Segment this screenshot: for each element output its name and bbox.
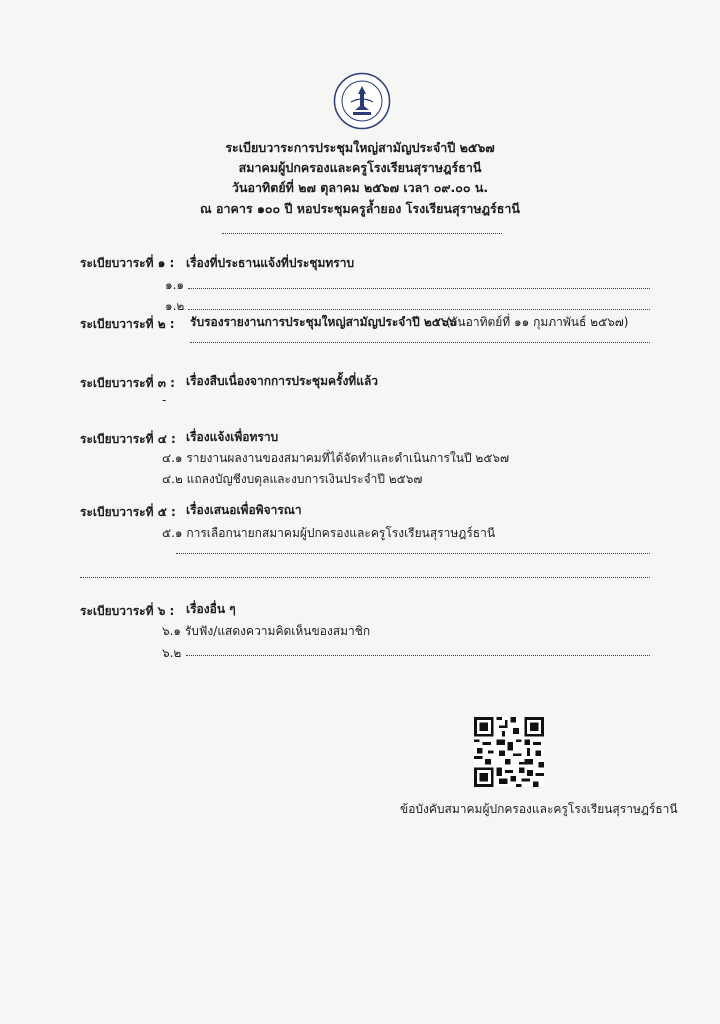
- agenda-2-label: ระเบียบวาระที่ ๒ :: [80, 317, 175, 331]
- agenda-1-label: ระเบียบวาระที่ ๑ :: [80, 256, 175, 270]
- meeting-venue: ณ อาคาร ๑๐๐ ปี หอประชุมครูล้ำยอง โรงเรียนสุราษฎร์ธานี: [200, 201, 520, 216]
- blank-line: [80, 577, 650, 578]
- blank-line: [188, 288, 650, 289]
- agenda-1-item-2: ๑.๒: [165, 299, 185, 313]
- agenda-4-label: ระเบียบวาระที่ ๔ :: [80, 432, 176, 446]
- blank-line: [190, 342, 650, 343]
- agenda-6-item-1: ๖.๑ รับฟัง/แสดงความคิดเห็นของสมาชิก: [162, 624, 371, 638]
- agenda-4-item-2: ๔.๒ แถลงบัญชีงบดุลและงบการเงินประจำปี ๒๕๖๗: [162, 472, 423, 486]
- agenda-4-item-1: ๔.๑ รายงานผลงานของสมาคมที่ได้จัดทำและดำเนินการในปี ๒๕๖๗: [162, 451, 510, 465]
- agenda-5-label: ระเบียบวาระที่ ๕ :: [80, 505, 176, 519]
- qr-code-icon[interactable]: [474, 717, 544, 787]
- association-seal-icon: [333, 72, 391, 130]
- agenda-2-note: (วันอาทิตย์ที่ ๑๑ กุมภาพันธ์ ๒๕๖๗): [446, 315, 629, 329]
- blank-line: [188, 309, 650, 310]
- blank-line: [186, 655, 650, 656]
- association-name: สมาคมผู้ปกครองและครูโรงเรียนสุราษฎร์ธานี: [238, 160, 482, 175]
- agenda-5-title: เรื่องเสนอเพื่อพิจารณา: [186, 503, 302, 517]
- agenda-6-item-2: ๖.๒: [162, 646, 182, 660]
- agenda-3-label: ระเบียบวาระที่ ๓ :: [80, 376, 175, 390]
- agenda-title: ระเบียบวาระการประชุมใหญ่สามัญประจำปี ๒๕๖๗: [225, 140, 495, 155]
- meeting-date: วันอาทิตย์ที่ ๒๗ ตุลาคม ๒๕๖๗ เวลา ๐๙.๐๐ น.: [231, 180, 489, 195]
- agenda-1-title: เรื่องที่ประธานแจ้งที่ประชุมทราบ: [186, 256, 355, 270]
- agenda-5-item-1: ๕.๑ การเลือกนายกสมาคมผู้ปกครองและครูโรงเรียนสุราษฎร์ธานี: [162, 526, 496, 540]
- agenda-6-title: เรื่องอื่น ๆ: [186, 602, 236, 616]
- agenda-4-title: เรื่องแจ้งเพื่อทราบ: [186, 430, 279, 444]
- agenda-2-title: รับรองรายงานการประชุมใหญ่สามัญประจำปี ๒๕๖๖: [190, 315, 457, 329]
- agenda-3-dash: -: [162, 393, 167, 407]
- header-divider: [222, 233, 502, 234]
- agenda-1-item-1: ๑.๑: [165, 278, 185, 292]
- agenda-6-label: ระเบียบวาระที่ ๖ :: [80, 604, 175, 618]
- blank-line: [176, 553, 650, 554]
- agenda-3-title: เรื่องสืบเนื่องจากการประชุมครั้งที่แล้ว: [186, 374, 379, 388]
- qr-caption: ข้อบังคับสมาคมผู้ปกครองและครูโรงเรียนสุราษฎร์ธานี: [400, 802, 678, 816]
